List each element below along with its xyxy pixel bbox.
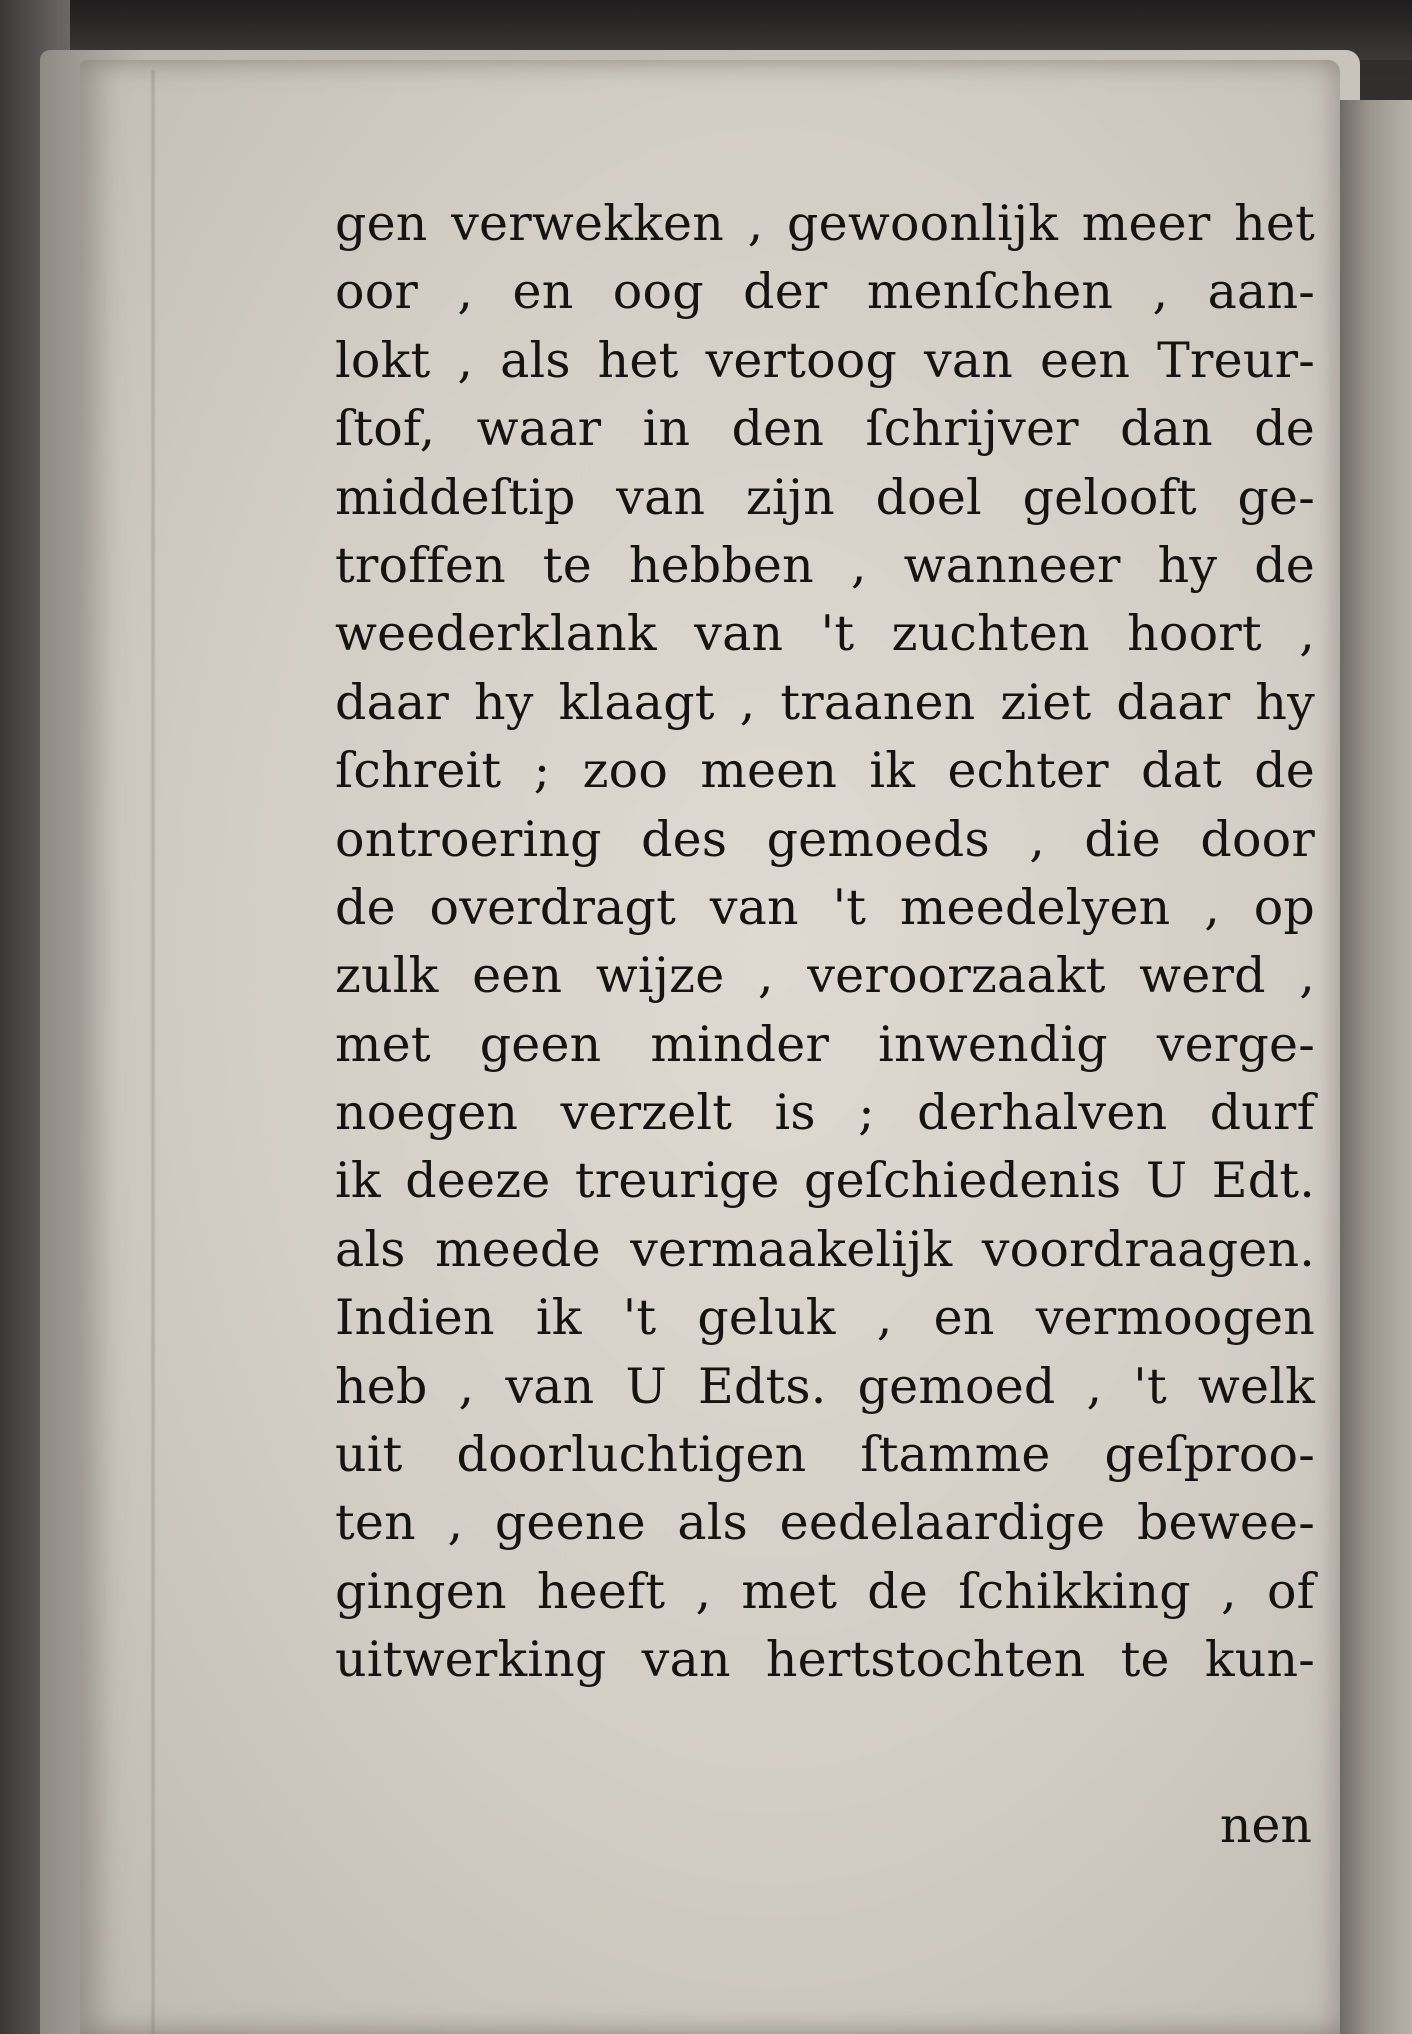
text-line: troffen te hebben , wanneer hy de — [335, 536, 1315, 594]
text-line: uit doorluchtigen ſtamme geſproo- — [335, 1426, 1315, 1484]
text-line: weederklank van 't zuchten hoort , — [335, 605, 1315, 663]
catchword: nen — [1219, 1797, 1312, 1854]
page-crease — [150, 70, 156, 2034]
page-text-block — [335, 190, 1315, 1695]
text-line: ſchreit ; zoo meen ik echter dat de — [335, 742, 1315, 800]
text-line: gen verwekken , gewoonlijk meer het — [335, 195, 1315, 252]
text-line: de overdragt van 't meedelyen , op — [335, 878, 1315, 936]
text-line: noegen verzelt is ; derhalven durf — [335, 1084, 1315, 1142]
text-line: met geen minder inwendig verge- — [335, 1015, 1315, 1073]
text-line: ſtof, waar in den ſchrijver dan de — [335, 400, 1315, 458]
facing-page-edge — [1340, 100, 1412, 2034]
text-line: als meede vermaakelijk voordraagen. — [335, 1220, 1315, 1278]
text-line: oor , en oog der menſchen , aan- — [335, 263, 1315, 321]
text-line: ten , geene als eedelaardige bewee- — [335, 1494, 1315, 1552]
text-line: ontroering des gemoeds , die door — [335, 810, 1315, 868]
text-line: zulk een wijze , veroorzaakt werd , — [335, 947, 1315, 1005]
text-line: heb , van U Edts. gemoed , 't welk — [335, 1357, 1315, 1415]
text-line: lokt , als het vertoog van een Treur- — [335, 331, 1315, 389]
text-line: uitwerking van hertstochten te kun- — [335, 1631, 1315, 1689]
text-line: Indien ik 't geluk , en vermoogen — [335, 1289, 1315, 1347]
text-line: daar hy klaagt , traanen ziet daar hy — [335, 673, 1315, 731]
text-line: gingen heeft , met de ſchikking , of — [335, 1562, 1315, 1620]
text-line: middeſtip van zijn doel gelooft ge- — [335, 468, 1315, 526]
text-line: ik deeze treurige geſchiedenis U Edt. — [335, 1152, 1315, 1210]
